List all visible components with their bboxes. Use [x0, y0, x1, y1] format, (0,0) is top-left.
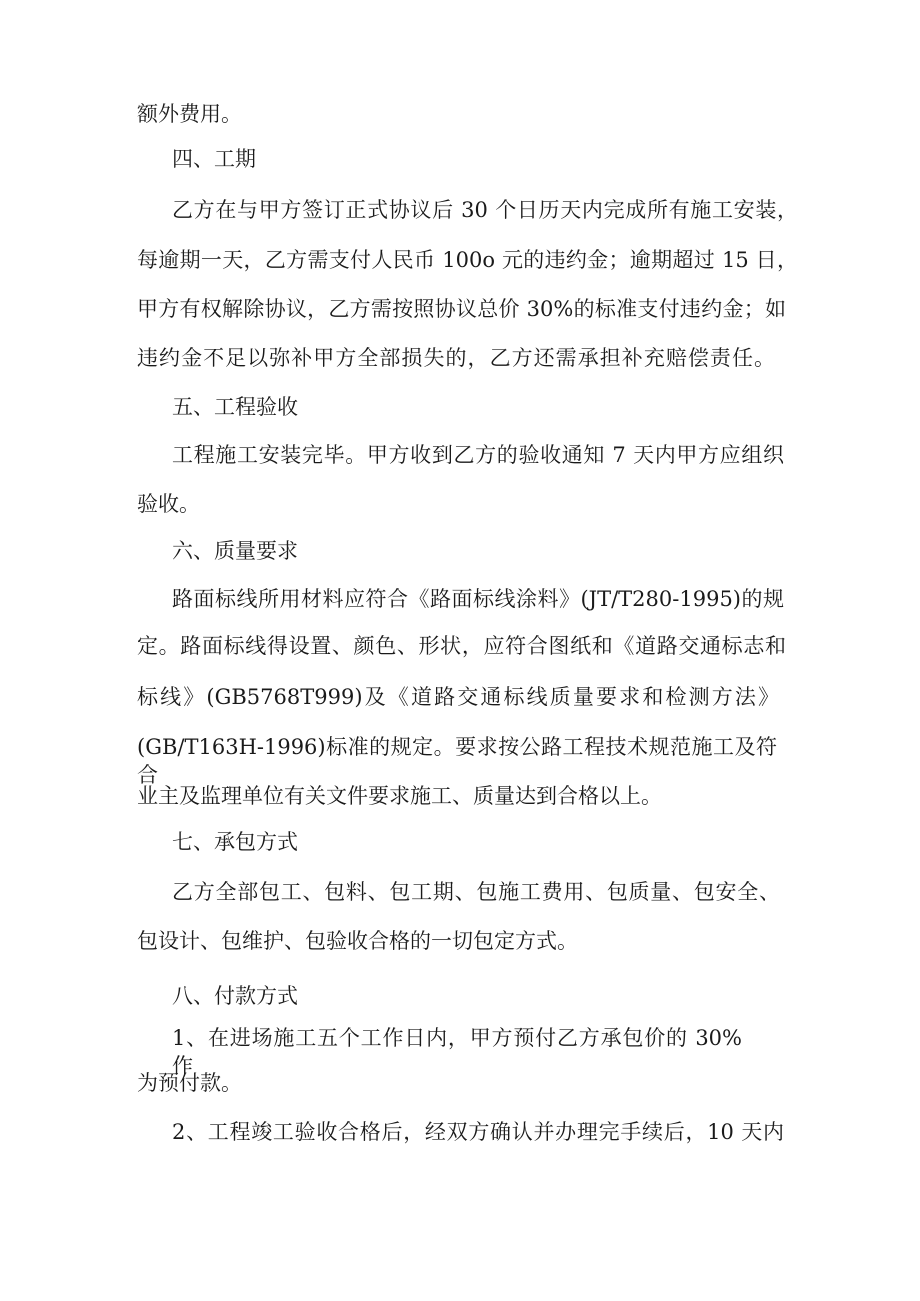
paragraph-line: 为预付款。 [137, 1071, 242, 1095]
paragraph-line: 乙方在与甲方签订正式协议后 30 个日历天内完成所有施工安装， [172, 198, 798, 222]
paragraph-line: 乙方全部包工、包料、包工期、包施工费用、包质量、包安全、 [172, 880, 780, 904]
paragraph-line: 业主及监理单位有关文件要求施工、质量达到合格以上。 [137, 784, 662, 808]
section-heading-acceptance: 五、工程验收 [172, 395, 298, 419]
paragraph-line: 甲方有权解除协议，乙方需按照协议总价 30%的标准支付违约金；如 [137, 297, 786, 321]
paragraph-line: (GB/T163H-1996)标准的规定。要求按公路工程技术规范施工及符合 [137, 735, 777, 787]
paragraph-line: 1、在进场施工五个工作日内，甲方预付乙方承包价的 30%作 [172, 1026, 742, 1078]
section-heading-payment: 八、付款方式 [172, 984, 298, 1008]
paragraph-line: 2、工程竣工验收合格后，经双方确认并办理完手续后，10 天内 [172, 1120, 784, 1144]
paragraph-line: 定。路面标线得设置、颜色、形状，应符合图纸和《道路交通标志和 [137, 634, 786, 658]
paragraph-line: 额外费用。 [137, 102, 242, 126]
paragraph-line: 工程施工安装完毕。甲方收到乙方的验收通知 7 天内甲方应组织 [172, 443, 784, 467]
section-heading-schedule: 四、工期 [172, 147, 256, 171]
paragraph-line: 包设计、包维护、包验收合格的一切包定方式。 [137, 929, 578, 953]
section-heading-contract-mode: 七、承包方式 [172, 830, 298, 854]
paragraph-line: 验收。 [137, 492, 200, 516]
paragraph-line: 违约金不足以弥补甲方全部损失的，乙方还需承担补充赔偿责任。 [137, 346, 775, 370]
paragraph-line: 每逾期一天，乙方需支付人民币 100o 元的违约金；逾期超过 15 日， [137, 248, 798, 272]
paragraph-line: 标线》(GB5768T999)及《道路交通标线质量要求和检测方法》 [137, 685, 779, 709]
section-heading-quality: 六、质量要求 [172, 539, 298, 563]
paragraph-line: 路面标线所用材料应符合《路面标线涂料》(JT/T280-1995)的规 [172, 587, 784, 611]
